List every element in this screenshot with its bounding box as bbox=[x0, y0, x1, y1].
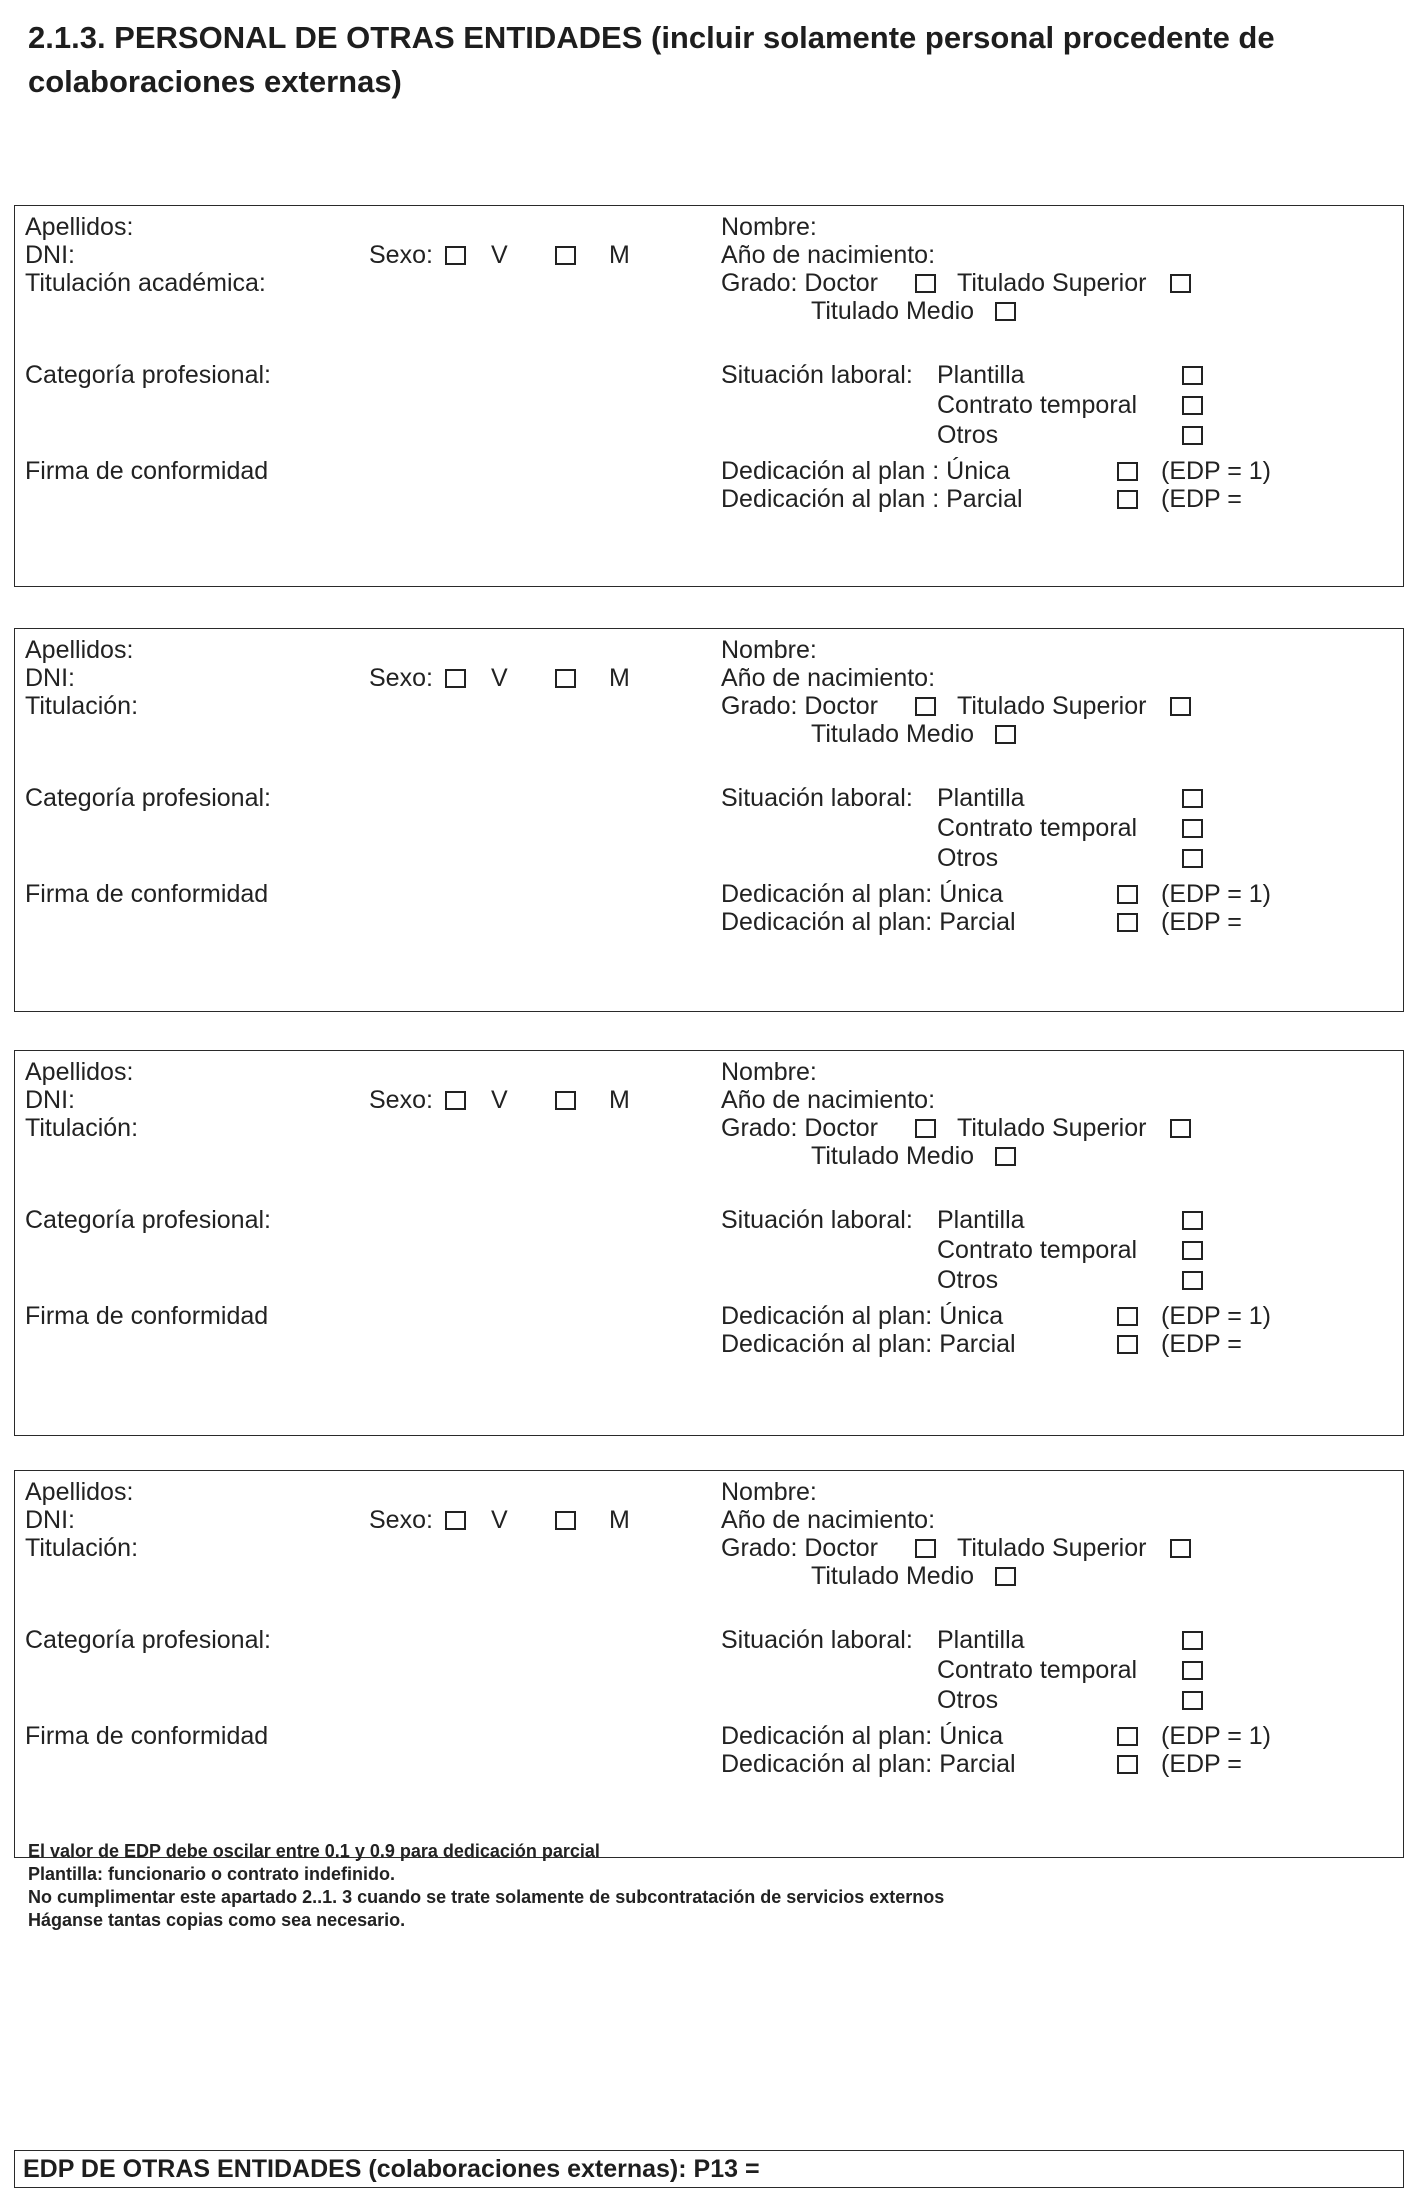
sexo-m-checkbox[interactable] bbox=[555, 246, 576, 265]
edp-unica-label: (EDP = 1) bbox=[1161, 880, 1271, 908]
grado-doctor-label: Grado: Doctor bbox=[721, 269, 879, 297]
contrato-temporal-checkbox[interactable] bbox=[1182, 1661, 1203, 1680]
edp-parcial-label: (EDP = bbox=[1161, 485, 1242, 513]
dedicacion-parcial-checkbox[interactable] bbox=[1117, 1755, 1138, 1774]
edp-parcial-label: (EDP = bbox=[1161, 1750, 1242, 1778]
page-title: 2.1.3. PERSONAL DE OTRAS ENTIDADES (incluir solamente personal procedente de colaboraciones externas) bbox=[28, 20, 1275, 99]
contrato-temporal-label: Contrato temporal bbox=[937, 1656, 1138, 1684]
dni-label: DNI: bbox=[25, 664, 75, 692]
note-edp: El valor de EDP debe oscilar entre 0.1 y 0.9 para dedicación parcial bbox=[28, 1841, 600, 1861]
dedicacion-unica-checkbox[interactable] bbox=[1117, 1307, 1138, 1326]
firma-label: Firma de conformidad bbox=[25, 1302, 269, 1330]
dedicacion-parcial-label: Dedicación al plan : Parcial bbox=[721, 485, 1023, 513]
titulado-medio-label: Titulado Medio bbox=[811, 1562, 975, 1590]
dedicacion-parcial-checkbox[interactable] bbox=[1117, 490, 1138, 509]
grado-doctor-label: Grado: Doctor bbox=[721, 1534, 879, 1562]
sexo-m-label: M bbox=[609, 241, 630, 269]
sexo-m-checkbox[interactable] bbox=[555, 669, 576, 688]
dedicacion-parcial-checkbox[interactable] bbox=[1117, 913, 1138, 932]
titulado-medio-checkbox[interactable] bbox=[995, 302, 1016, 321]
grado-doctor-checkbox[interactable] bbox=[915, 274, 936, 293]
contrato-temporal-label: Contrato temporal bbox=[937, 391, 1138, 419]
dni-label: DNI: bbox=[25, 241, 75, 269]
note-plantilla: Plantilla: funcionario o contrato indefinido. bbox=[28, 1864, 395, 1884]
edp-unica-label: (EDP = 1) bbox=[1161, 1302, 1271, 1330]
sexo-label: Sexo: bbox=[369, 1506, 433, 1534]
sexo-v-label: V bbox=[491, 1506, 508, 1534]
nombre-label: Nombre: bbox=[721, 1478, 817, 1506]
personnel-block-2 bbox=[14, 628, 1404, 1012]
edp-parcial-label: (EDP = bbox=[1161, 1330, 1242, 1358]
firma-label: Firma de conformidad bbox=[25, 880, 269, 908]
sexo-v-checkbox[interactable] bbox=[445, 246, 466, 265]
situacion-laboral-label: Situación laboral: bbox=[721, 361, 913, 389]
otros-checkbox[interactable] bbox=[1182, 1691, 1203, 1710]
apellidos-label: Apellidos: bbox=[25, 636, 134, 664]
titulado-superior-label: Titulado Superior bbox=[957, 692, 1147, 720]
sexo-m-label: M bbox=[609, 1506, 630, 1534]
otros-label: Otros bbox=[937, 844, 999, 872]
firma-label: Firma de conformidad bbox=[25, 1722, 269, 1750]
anio-nacimiento-label: Año de nacimiento: bbox=[721, 241, 936, 269]
plantilla-checkbox[interactable] bbox=[1182, 366, 1203, 385]
edp-unica-label: (EDP = 1) bbox=[1161, 1722, 1271, 1750]
dedicacion-parcial-checkbox[interactable] bbox=[1117, 1335, 1138, 1354]
contrato-temporal-label: Contrato temporal bbox=[937, 814, 1138, 842]
dedicacion-unica-checkbox[interactable] bbox=[1117, 1727, 1138, 1746]
grado-doctor-label: Grado: Doctor bbox=[721, 692, 879, 720]
otros-label: Otros bbox=[937, 1266, 999, 1294]
titulado-superior-checkbox[interactable] bbox=[1170, 1119, 1191, 1138]
otros-label: Otros bbox=[937, 421, 999, 449]
nombre-label: Nombre: bbox=[721, 636, 817, 664]
dni-label: DNI: bbox=[25, 1086, 75, 1114]
otros-checkbox[interactable] bbox=[1182, 426, 1203, 445]
nombre-label: Nombre: bbox=[721, 1058, 817, 1086]
plantilla-label: Plantilla bbox=[937, 361, 1025, 389]
sexo-v-checkbox[interactable] bbox=[445, 669, 466, 688]
categoria-label: Categoría profesional: bbox=[25, 1626, 271, 1654]
edp-unica-label: (EDP = 1) bbox=[1161, 457, 1271, 485]
titulado-superior-checkbox[interactable] bbox=[1170, 697, 1191, 716]
situacion-laboral-label: Situación laboral: bbox=[721, 1206, 913, 1234]
situacion-laboral-label: Situación laboral: bbox=[721, 784, 913, 812]
titulacion-label: Titulación: bbox=[25, 1114, 139, 1142]
personnel-block-3 bbox=[14, 1050, 1404, 1436]
titulado-superior-label: Titulado Superior bbox=[957, 1114, 1147, 1142]
titulado-medio-checkbox[interactable] bbox=[995, 1567, 1016, 1586]
dedicacion-unica-label: Dedicación al plan : Única bbox=[721, 457, 1011, 485]
note-copias: Háganse tantas copias como sea necesario. bbox=[28, 1910, 406, 1930]
contrato-temporal-checkbox[interactable] bbox=[1182, 1241, 1203, 1260]
sexo-v-label: V bbox=[491, 241, 508, 269]
apellidos-label: Apellidos: bbox=[25, 213, 134, 241]
titulado-superior-checkbox[interactable] bbox=[1170, 274, 1191, 293]
edp-total-label: EDP DE OTRAS ENTIDADES (colaboraciones externas): P13 = bbox=[23, 2155, 760, 2183]
grado-doctor-label: Grado: Doctor bbox=[721, 1114, 879, 1142]
dedicacion-parcial-label: Dedicación al plan: Parcial bbox=[721, 1330, 1016, 1358]
otros-checkbox[interactable] bbox=[1182, 1271, 1203, 1290]
titulado-medio-label: Titulado Medio bbox=[811, 720, 975, 748]
personnel-block-4 bbox=[14, 1470, 1404, 1858]
titulacion-label: Titulación: bbox=[25, 692, 139, 720]
titulado-medio-label: Titulado Medio bbox=[811, 297, 975, 325]
dedicacion-unica-label: Dedicación al plan: Única bbox=[721, 1722, 1004, 1750]
sexo-m-label: M bbox=[609, 1086, 630, 1114]
grado-doctor-checkbox[interactable] bbox=[915, 1119, 936, 1138]
categoria-label: Categoría profesional: bbox=[25, 361, 271, 389]
categoria-label: Categoría profesional: bbox=[25, 784, 271, 812]
contrato-temporal-checkbox[interactable] bbox=[1182, 396, 1203, 415]
titulado-medio-checkbox[interactable] bbox=[995, 725, 1016, 744]
note-subcontratacion: No cumplimentar este apartado 2..1. 3 cuando se trate solamente de subcontratación de servicios externos bbox=[28, 1887, 945, 1907]
titulacion-label: Titulación académica: bbox=[25, 269, 266, 297]
anio-nacimiento-label: Año de nacimiento: bbox=[721, 1506, 936, 1534]
titulado-superior-label: Titulado Superior bbox=[957, 1534, 1147, 1562]
plantilla-checkbox[interactable] bbox=[1182, 1211, 1203, 1230]
titulado-medio-checkbox[interactable] bbox=[995, 1147, 1016, 1166]
plantilla-checkbox[interactable] bbox=[1182, 789, 1203, 808]
dni-label: DNI: bbox=[25, 1506, 75, 1534]
dedicacion-unica-label: Dedicación al plan: Única bbox=[721, 1302, 1004, 1330]
dedicacion-unica-label: Dedicación al plan: Única bbox=[721, 880, 1004, 908]
footnotes bbox=[28, 1840, 1328, 1932]
nombre-label: Nombre: bbox=[721, 213, 817, 241]
titulado-superior-label: Titulado Superior bbox=[957, 269, 1147, 297]
dedicacion-parcial-label: Dedicación al plan: Parcial bbox=[721, 1750, 1016, 1778]
titulado-superior-checkbox[interactable] bbox=[1170, 1539, 1191, 1558]
grado-doctor-checkbox[interactable] bbox=[915, 1539, 936, 1558]
sexo-label: Sexo: bbox=[369, 1086, 433, 1114]
sexo-v-checkbox[interactable] bbox=[445, 1091, 466, 1110]
personnel-block-1 bbox=[14, 205, 1404, 587]
sexo-label: Sexo: bbox=[369, 664, 433, 692]
sexo-m-label: M bbox=[609, 664, 630, 692]
sexo-m-checkbox[interactable] bbox=[555, 1091, 576, 1110]
sexo-v-label: V bbox=[491, 1086, 508, 1114]
plantilla-checkbox[interactable] bbox=[1182, 1631, 1203, 1650]
plantilla-label: Plantilla bbox=[937, 784, 1025, 812]
dedicacion-parcial-label: Dedicación al plan: Parcial bbox=[721, 908, 1016, 936]
contrato-temporal-checkbox[interactable] bbox=[1182, 819, 1203, 838]
otros-checkbox[interactable] bbox=[1182, 849, 1203, 868]
contrato-temporal-label: Contrato temporal bbox=[937, 1236, 1138, 1264]
situacion-laboral-label: Situación laboral: bbox=[721, 1626, 913, 1654]
categoria-label: Categoría profesional: bbox=[25, 1206, 271, 1234]
sexo-m-checkbox[interactable] bbox=[555, 1511, 576, 1530]
apellidos-label: Apellidos: bbox=[25, 1478, 134, 1506]
edp-total-box[interactable] bbox=[14, 2150, 1404, 2188]
dedicacion-unica-checkbox[interactable] bbox=[1117, 462, 1138, 481]
sexo-v-label: V bbox=[491, 664, 508, 692]
otros-label: Otros bbox=[937, 1686, 999, 1714]
plantilla-label: Plantilla bbox=[937, 1206, 1025, 1234]
grado-doctor-checkbox[interactable] bbox=[915, 697, 936, 716]
titulacion-label: Titulación: bbox=[25, 1534, 139, 1562]
apellidos-label: Apellidos: bbox=[25, 1058, 134, 1086]
sexo-v-checkbox[interactable] bbox=[445, 1511, 466, 1530]
firma-label: Firma de conformidad bbox=[25, 457, 269, 485]
dedicacion-unica-checkbox[interactable] bbox=[1117, 885, 1138, 904]
plantilla-label: Plantilla bbox=[937, 1626, 1025, 1654]
sexo-label: Sexo: bbox=[369, 241, 433, 269]
edp-parcial-label: (EDP = bbox=[1161, 908, 1242, 936]
anio-nacimiento-label: Año de nacimiento: bbox=[721, 1086, 936, 1114]
titulado-medio-label: Titulado Medio bbox=[811, 1142, 975, 1170]
anio-nacimiento-label: Año de nacimiento: bbox=[721, 664, 936, 692]
